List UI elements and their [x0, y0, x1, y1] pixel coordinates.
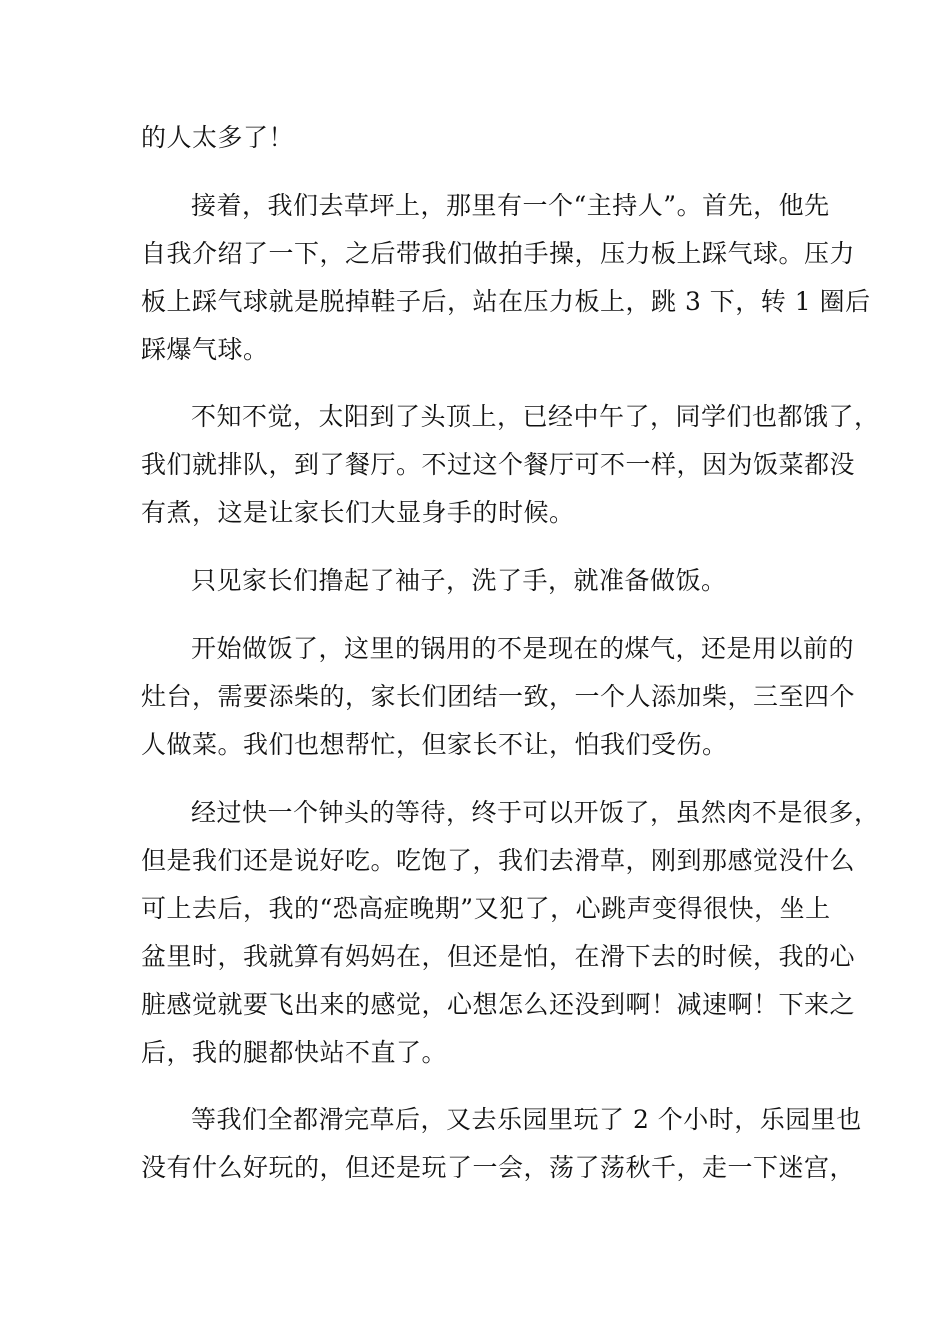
text-line: 有煮，这是让家长们大显身手的时候。 — [141, 498, 575, 527]
paragraph-first-line: 只见家长们撸起了袖子，洗了手，就准备做饭。 — [191, 566, 727, 595]
text-line: 但是我们还是说好吃。吃饱了，我们去滑草，刚到那感觉没什么 — [141, 846, 856, 875]
text-line: 没有什么好玩的，但还是玩了一会，荡了荡秋千，走一下迷宫， — [141, 1153, 856, 1182]
text-line: 后，我的腿都快站不直了。 — [141, 1038, 448, 1067]
text-line: 我们就排队，到了餐厅。不过这个餐厅可不一样，因为饭菜都没 — [141, 450, 856, 479]
text-line: 人做菜。我们也想帮忙，但家长不让，怕我们受伤。 — [141, 730, 728, 759]
text-line: 的人太多了！ — [141, 123, 295, 152]
text-line: 可上去后，我的“恐高症晚期”又犯了，心跳声变得很快，坐上 — [141, 894, 831, 923]
text-line: 盆里时，我就算有妈妈在，但还是怕，在滑下去的时候，我的心 — [141, 942, 856, 971]
paragraph-first-line: 接着，我们去草坪上，那里有一个“主持人”。首先，他先 — [191, 191, 830, 220]
text-line: 踩爆气球。 — [141, 335, 269, 364]
paragraph-first-line: 等我们全都滑完草后，又去乐园里玩了 2 个小时，乐园里也 — [191, 1105, 862, 1134]
paragraph-first-line: 开始做饭了，这里的锅用的不是现在的煤气，还是用以前的 — [191, 634, 855, 663]
text-line: 灶台，需要添柴的，家长们团结一致，一个人添加柴，三至四个 — [141, 682, 856, 711]
text-line: 脏感觉就要飞出来的感觉，心想怎么还没到啊！减速啊！下来之 — [141, 990, 856, 1019]
text-line: 板上踩气球就是脱掉鞋子后，站在压力板上，跳 3 下，转 1 圈后 — [141, 287, 871, 316]
text-line: 自我介绍了一下，之后带我们做拍手操，压力板上踩气球。压力 — [141, 239, 856, 268]
paragraph-first-line: 经过快一个钟头的等待，终于可以开饭了，虽然肉不是很多， — [191, 798, 880, 827]
paragraph-first-line: 不知不觉，太阳到了头顶上，已经中午了，同学们也都饿了， — [191, 402, 880, 431]
